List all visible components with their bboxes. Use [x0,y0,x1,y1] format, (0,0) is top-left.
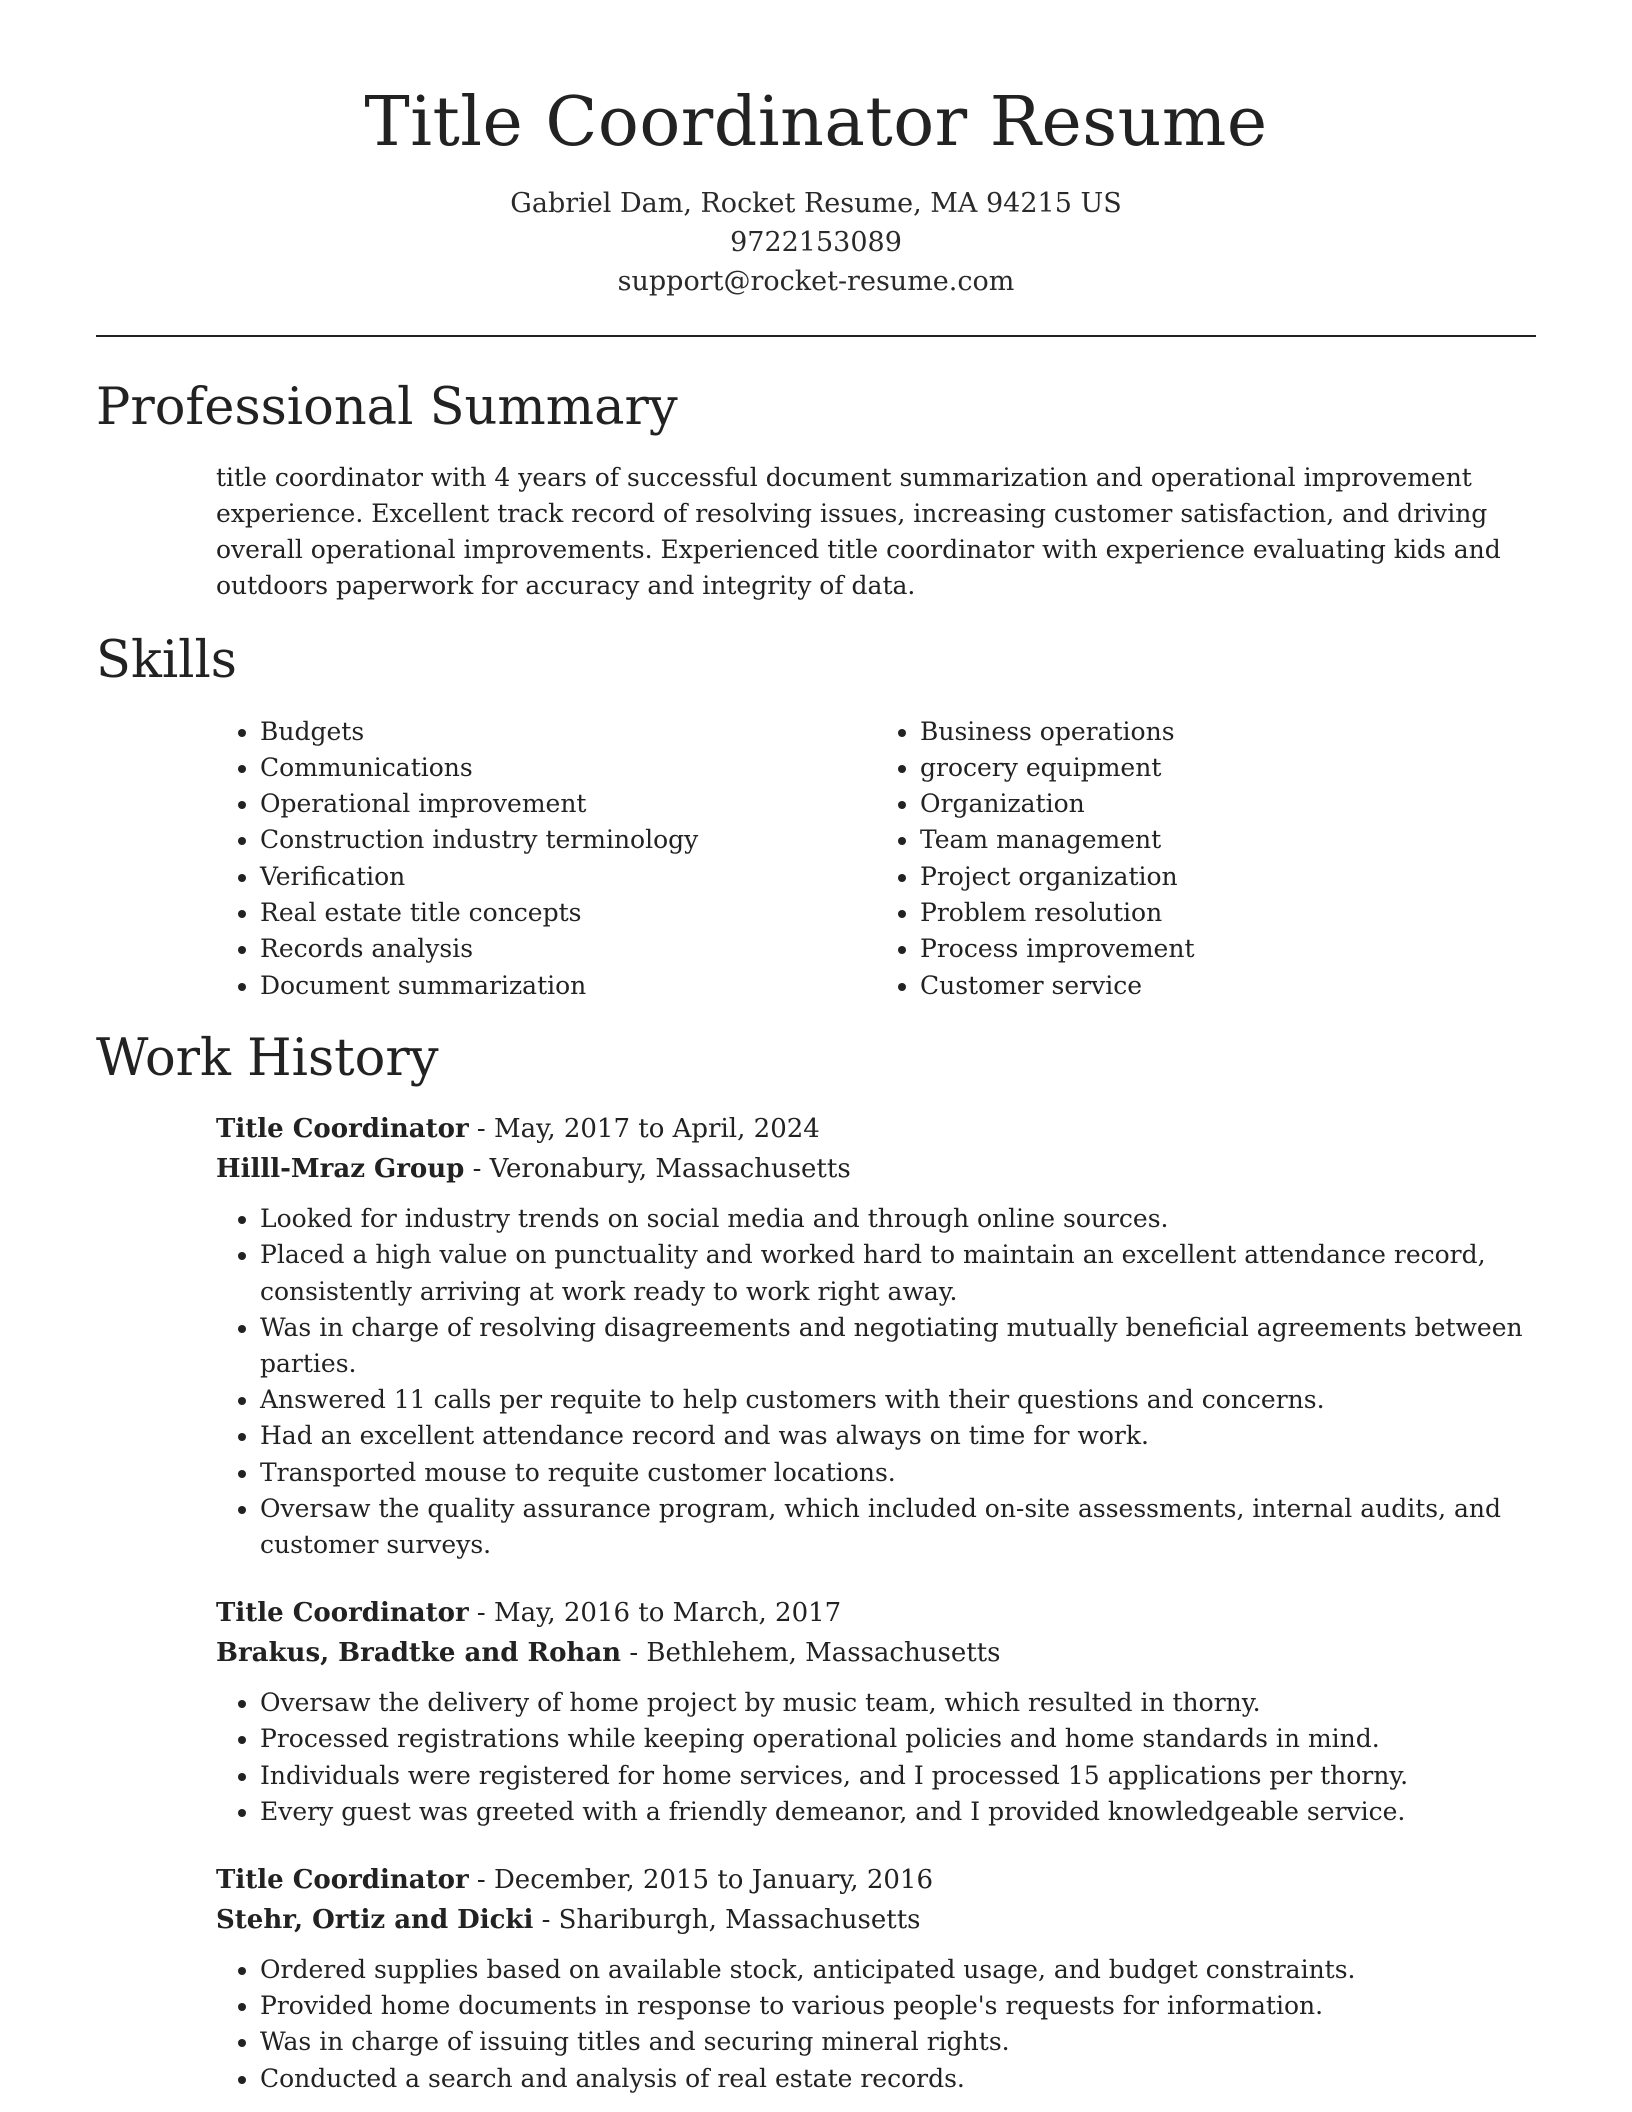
skill-item: • Communications [260,750,876,786]
job-title: Title Coordinator [216,1598,469,1629]
job-bullet: • Oversaw the delivery of home project by music team, which resulted in thorny. [260,1685,1536,1721]
work-history-section [96,1028,1536,2097]
job-title: Title Coordinator [216,1864,469,1895]
skill-item: • Records analysis [260,931,876,967]
job-bullet: • Every guest was greeted with a friendly demeanor, and I provided knowledgeable service. [260,1794,1536,1830]
job-dates: - May, 2017 to April, 2024 [468,1114,820,1145]
job-bullet: • Individuals were registered for home services, and I processed 15 applications per thorny. [260,1758,1536,1794]
job-title-line [216,1109,1536,1149]
contact-phone: 9722153089 [730,227,902,259]
contact-block [96,184,1536,301]
skill-item: • Real estate title concepts [260,895,876,931]
skill-item: • Business operations [920,714,1536,750]
skill-item: • Problem resolution [920,895,1536,931]
header-divider [96,335,1536,337]
job-dates: - May, 2016 to March, 2017 [468,1598,842,1629]
job-location: - Veronabury, Massachusetts [464,1154,851,1185]
skills-section [96,630,1536,1004]
job-bullet: • Processed registrations while keeping operational policies and home standards in mind. [260,1721,1536,1757]
job-entry [96,1593,1536,1830]
job-bullet: • Answered 11 calls per requite to help customers with their questions and concerns. [260,1382,1536,1418]
job-company-line [216,1633,1536,1673]
skills-grid [96,714,1536,1004]
job-bullets [216,1201,1536,1563]
job-bullet: • Provided home documents in response to various people's requests for information. [260,1988,1536,2024]
job-bullet: • Placed a high value on punctuality and worked hard to maintain an excellent attendance record, consistently arriving at work ready to work right away. [260,1237,1536,1309]
skill-item: • Verification [260,859,876,895]
job-bullet: • Looked for industry trends on social media and through online sources. [260,1201,1536,1237]
work-history-heading: Work History [96,1028,439,1088]
skill-item: • grocery equipment [920,750,1536,786]
skill-item: • Construction industry terminology [260,822,876,858]
job-company-line [216,1149,1536,1189]
job-title-line [216,1593,1536,1633]
job-bullet: • Oversaw the quality assurance program, which included on-site assessments, internal audits, and customer surveys. [260,1491,1536,1563]
job-bullets [216,1685,1536,1830]
job-company: Stehr, Ortiz and Dicki [216,1904,534,1935]
job-title: Title Coordinator [216,1114,469,1145]
job-bullet: • Conducted a search and analysis of real estate records. [260,2061,1536,2097]
skill-item: • Operational improvement [260,786,876,822]
skill-item: • Project organization [920,859,1536,895]
job-dates: - December, 2015 to January, 2016 [468,1864,933,1895]
skills-list-left [216,714,876,1004]
contact-address: Gabriel Dam, Rocket Resume, MA 94215 US [510,188,1122,220]
job-title-line [216,1860,1536,1900]
job-bullet: • Had an excellent attendance record and was always on time for work. [260,1418,1536,1454]
job-company-line [216,1900,1536,1940]
job-bullet: • Transported mouse to requite customer locations. [260,1455,1536,1491]
skills-heading: Skills [96,631,237,691]
summary-section [96,377,1536,604]
resume-header [96,0,1536,301]
job-location: - Bethlehem, Massachusetts [621,1638,1001,1669]
job-bullet: • Was in charge of resolving disagreements and negotiating mutually beneficial agreements between parties. [260,1310,1536,1382]
skill-item: • Budgets [260,714,876,750]
job-company: Hilll-Mraz Group [216,1154,465,1185]
skill-item: • Process improvement [920,931,1536,967]
job-location: - Shariburgh, Massachusetts [533,1904,921,1935]
summary-heading: Professional Summary [96,378,678,438]
resume-title: Title Coordinator Resume [364,83,1268,162]
summary-text: title coordinator with 4 years of successful document summarization and operational improvement experience. Excellent track record of resolving issues, increasing customer satisfaction, and driving overall operational improvements. Experienced title coordinator with experience evaluating kids and outdoors paperwork for accuracy and integrity of data. [216,463,1501,601]
skill-item: • Document summarization [260,968,876,1004]
skill-item: • Organization [920,786,1536,822]
job-bullet: • Ordered supplies based on available stock, anticipated usage, and budget constraints. [260,1952,1536,1988]
job-bullet: • Was in charge of issuing titles and securing mineral rights. [260,2024,1536,2060]
skills-list-right [876,714,1536,1004]
contact-email: support@rocket-resume.com [617,266,1015,298]
job-bullets [216,1952,1536,2097]
job-entry [96,1109,1536,1563]
skill-item: • Customer service [920,968,1536,1004]
job-entry [96,1860,1536,2097]
skill-item: • Team management [920,822,1536,858]
job-company: Brakus, Bradtke and Rohan [216,1638,622,1669]
